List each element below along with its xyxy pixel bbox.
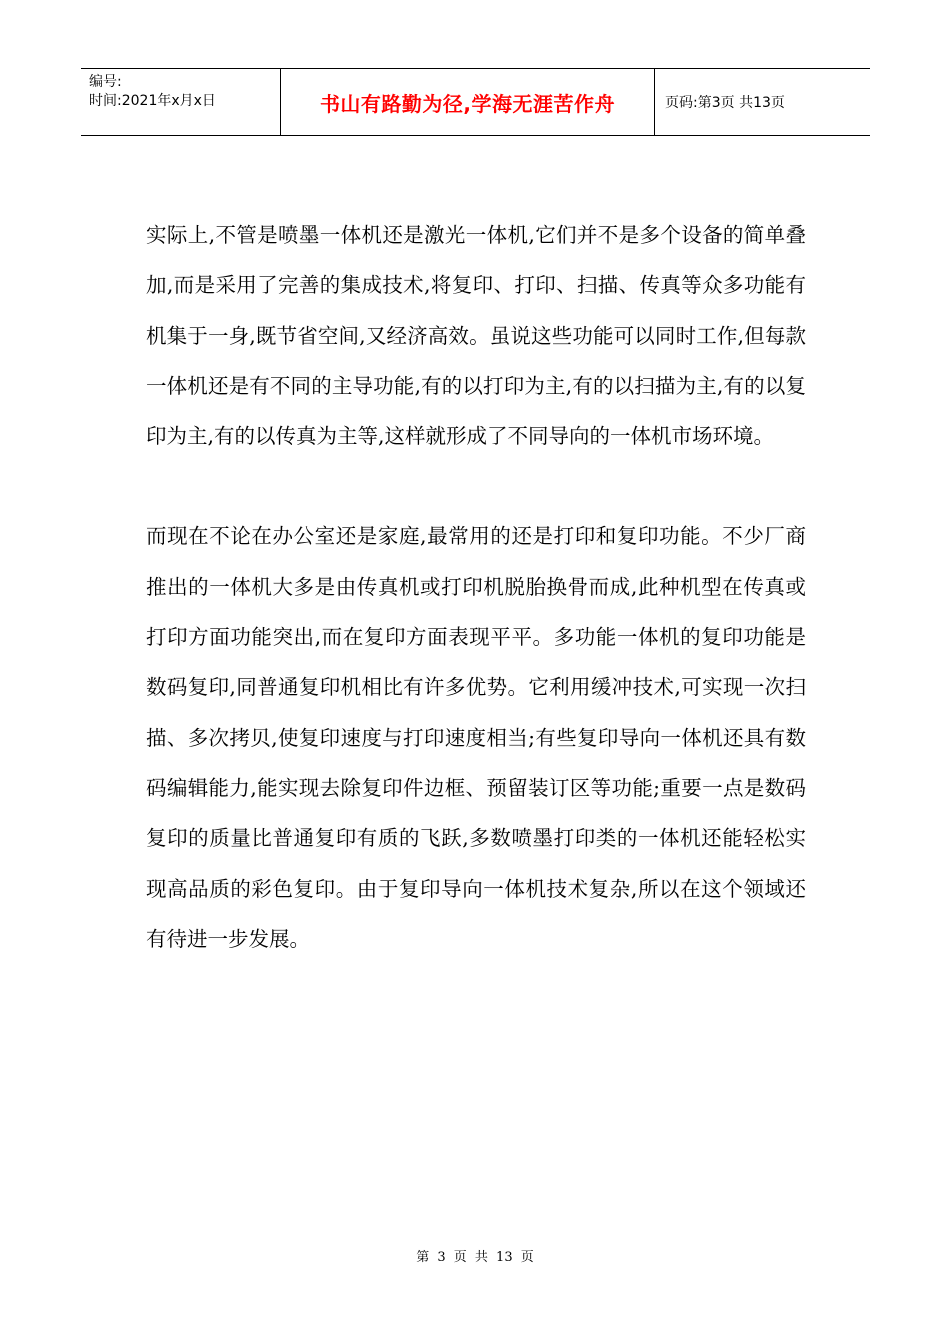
header-meta-cell: [81, 69, 281, 135]
page-footer: 第 3 页 共 13 页: [416, 1250, 534, 1265]
header-motto: 书山有路勤为径,学海无涯苦作舟: [281, 69, 655, 135]
paragraph-1: 实际上,不管是喷墨一体机还是激光一体机,它们并不是多个设备的简单叠加,而是采用了完善的集成技术,将复印、打印、扫描、传真等众多功能有机集于一身,既节省空间,又经济高效。虽说这些功能可以同时工作,但每款一体机还是有不同的主导功能,有的以打印为主,有的以扫描为主,有的以复印为主,有的以传真为主等,这样就形成了不同导向的一体机市场环境。: [146, 223, 806, 449]
document-body: [146, 210, 806, 964]
paragraph-2: 而现在不论在办公室还是家庭,最常用的还是打印和复印功能。不少厂商推出的一体机大多是由传真机或打印机脱胎换骨而成,此种机型在传真或打印方面功能突出,而在复印方面表现平平。多功能一体机的复印功能是数码复印,同普通复印机相比有许多优势。它利用缓冲技术,可实现一次扫描、多次拷贝,使复印速度与打印速度相当;有些复印导向一体机还具有数码编辑能力,能实现去除复印件边框、预留装订区等功能;重要一点是数码复印的质量比普通复印有质的飞跃,多数喷墨打印类的一体机还能轻松实现高品质的彩色复印。由于复印导向一体机技术复杂,所以在这个领域还有待进一步发展。: [146, 524, 806, 951]
serial-number-label: 编号:: [89, 74, 122, 90]
header-page-info: 页码:第3页 共13页: [665, 95, 785, 111]
date-label: 时间:2021年x月x日: [89, 93, 216, 109]
page-header: [81, 68, 870, 136]
